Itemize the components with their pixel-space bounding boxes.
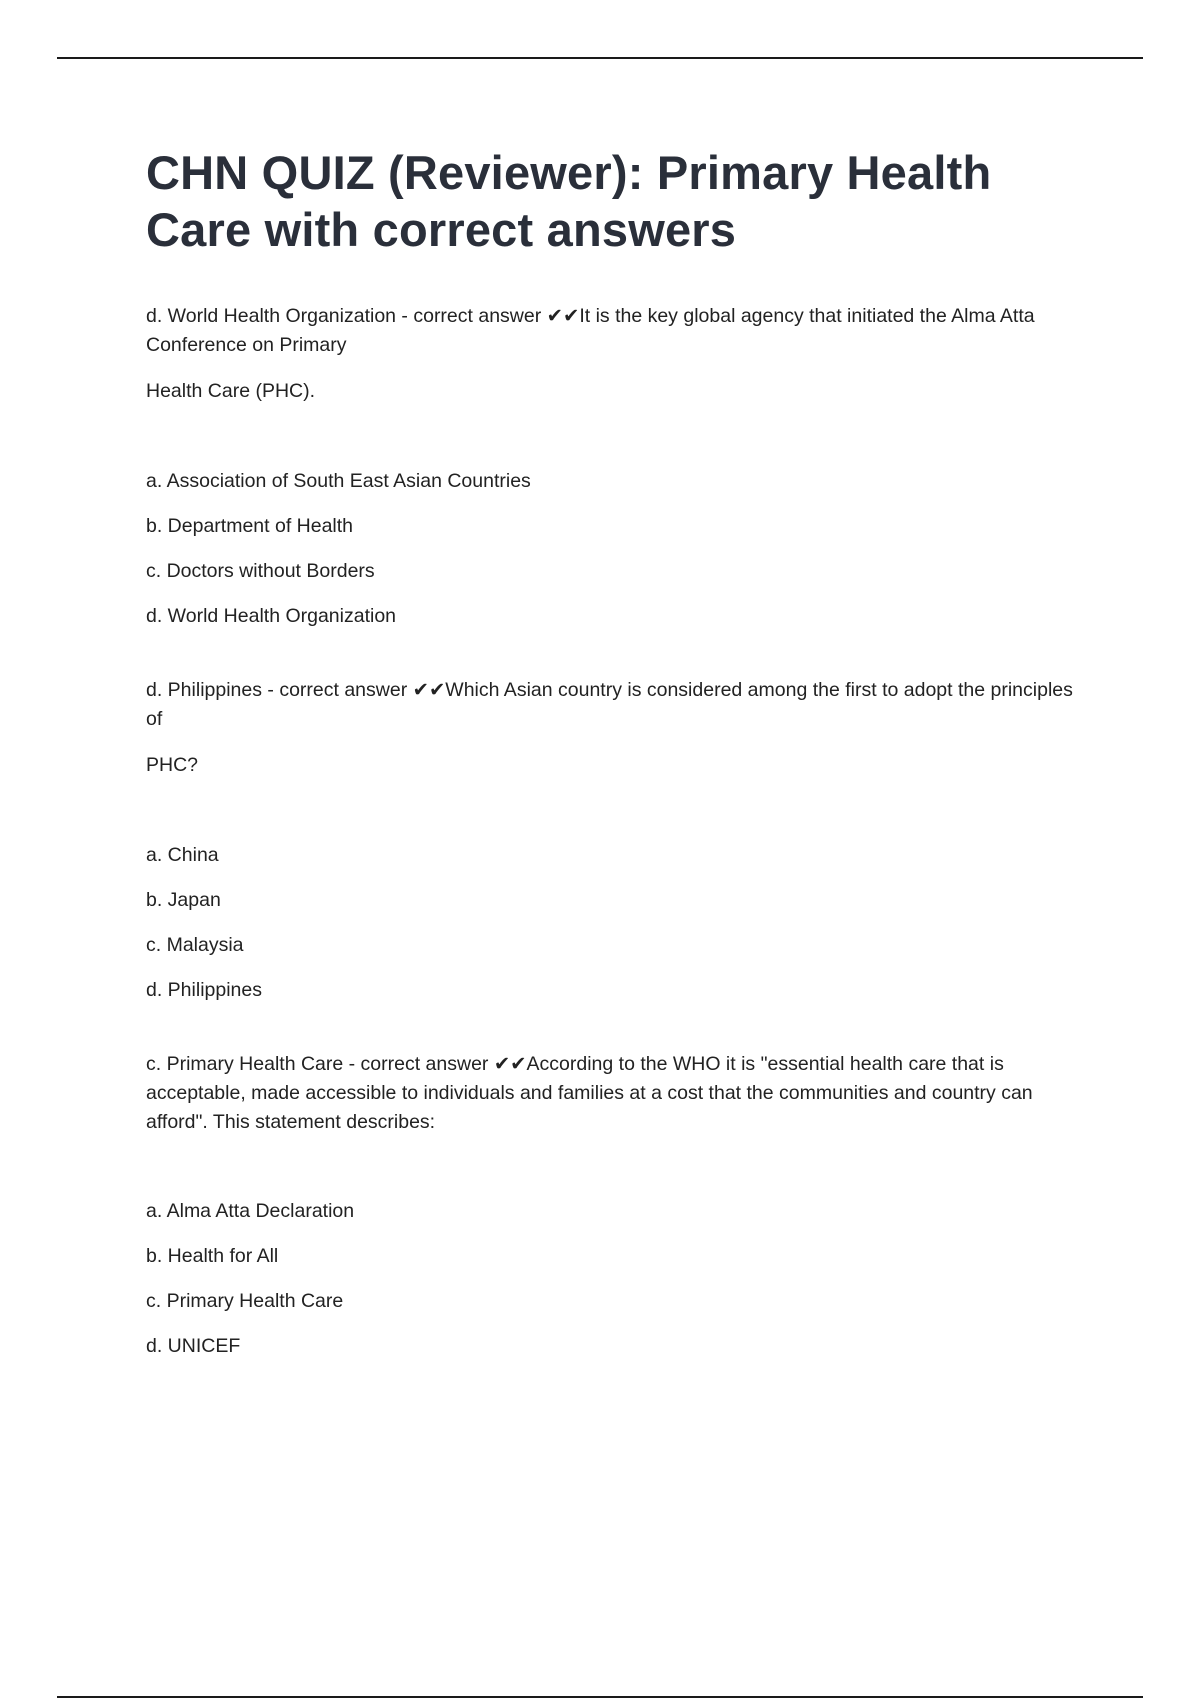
- page-title: CHN QUIZ (Reviewer): Primary Health Care with correct answers: [146, 146, 992, 256]
- question-text: c. Primary Health Care - correct answer ✔✔According to the WHO it is "essential health care that is acceptable, made accessible to individuals and families at a cost that the communities and country can afford". This statement describes:: [146, 1053, 1033, 1133]
- bottom-divider: [57, 1696, 1143, 1698]
- document-body: [146, 144, 1086, 1377]
- question-block: [146, 676, 1086, 1005]
- answer-option: a. Alma Atta Declaration: [146, 1200, 355, 1222]
- answer-option: c. Primary Health Care: [146, 1290, 344, 1312]
- answer-option: d. Philippines: [146, 979, 262, 1001]
- answer-option: c. Doctors without Borders: [146, 560, 375, 582]
- question-block: [146, 1050, 1086, 1361]
- answer-option: a. Association of South East Asian Countries: [146, 470, 531, 492]
- answer-options: [146, 467, 1086, 631]
- answer-option: b. Japan: [146, 889, 221, 911]
- answer-options: [146, 1197, 1086, 1361]
- question-text: d. Philippines - correct answer ✔✔Which Asian country is considered among the first to adopt the principles of: [146, 679, 1073, 730]
- answer-option: d. UNICEF: [146, 1335, 241, 1357]
- answer-option: c. Malaysia: [146, 934, 244, 956]
- answer-option: b. Department of Health: [146, 515, 354, 537]
- answer-option: a. China: [146, 844, 219, 866]
- answer-options: [146, 841, 1086, 1005]
- question-text: d. World Health Organization - correct answer ✔✔It is the key global agency that initiated the Alma Atta Conference on Primary: [146, 305, 1035, 356]
- top-divider: [57, 57, 1143, 59]
- question-text-continuation: PHC?: [146, 754, 199, 776]
- answer-option: b. Health for All: [146, 1245, 279, 1267]
- question-text-continuation: Health Care (PHC).: [146, 380, 316, 402]
- answer-option: d. World Health Organization: [146, 605, 397, 627]
- question-block: [146, 302, 1086, 631]
